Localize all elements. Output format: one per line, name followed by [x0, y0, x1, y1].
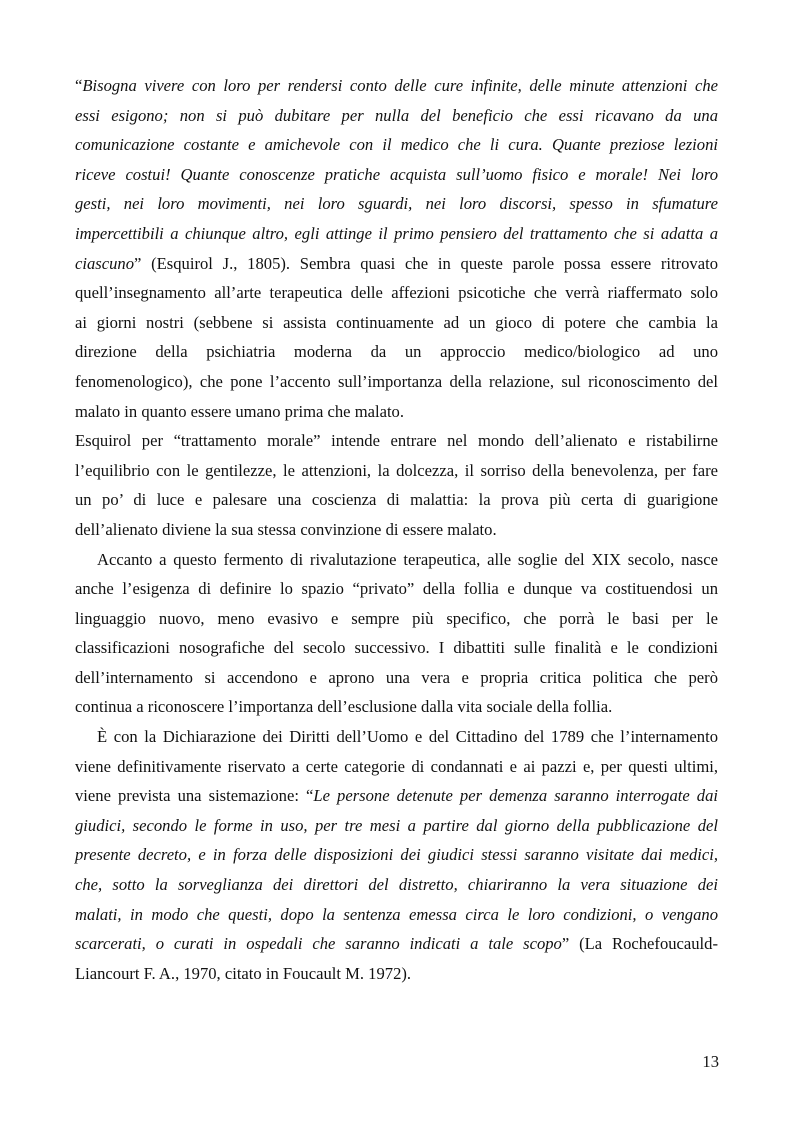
document-page [75, 71, 718, 988]
text-line: Accanto a questo fermento di rivalutazione terapeutica, alle soglie del XIX secolo, nasce [97, 549, 718, 569]
page-number: 13 [702, 1052, 719, 1071]
text-line: malato in quanto essere umano prima che malato. [75, 401, 404, 421]
text-line: scarcerati, o curati in ospedali che saranno indicati a tale scopo” (La Rochefoucauld- [75, 934, 718, 954]
text-line: fenomenologico), che pone l’accento sull’importanza della relazione, sul riconoscimento del [75, 371, 718, 391]
paragraph-4 [75, 722, 718, 988]
text-line: gesti, nei loro movimenti, nei loro sguardi, nei loro discorsi, spesso in sfumature [75, 194, 718, 214]
text-line: riceve costui! Quante conoscenze pratiche acquista sull’uomo fisico e morale! Nei loro [75, 164, 718, 184]
text-line: Liancourt F. A., 1970, citato in Foucault M. 1972). [75, 963, 412, 983]
text-line: un po’ di luce e palesare una coscienza di malattia: la prova più certa di guarigione [75, 490, 718, 510]
text-line: ciascuno” (Esquirol J., 1805). Sembra quasi che in queste parole possa essere ritrovato [75, 253, 718, 273]
text-line: Esquirol per “trattamento morale” intende entrare nel mondo dell’alienato e ristabilirne [75, 431, 718, 451]
text-line: dell’internamento si accendono e aprono una vera e propria critica politica che però [75, 667, 718, 687]
text-line: direzione della psichiatria moderna da un approccio medico/biologico ad uno [75, 342, 718, 362]
paragraph-3 [75, 545, 718, 723]
text-line: viene definitivamente riservato a certe categorie di condannati e ai pazzi e, per questi ultimi, [75, 756, 718, 776]
text-line: continua a riconoscere l’importanza dell’esclusione dalla vita sociale della follia. [75, 697, 613, 717]
text-line: l’equilibrio con le gentilezze, le attenzioni, la dolcezza, il sorriso della benevolenza, per fare [75, 460, 718, 480]
text-line: dell’alienato diviene la sua stessa convinzione di essere malato. [75, 519, 497, 539]
text-line: impercettibili a chiunque altro, egli attinge il primo pensiero del trattamento che si adatta a [75, 223, 718, 243]
text-line: ai giorni nostri (sebbene si assista continuamente ad un gioco di potere che cambia la [75, 312, 718, 332]
text-line: viene prevista una sistemazione: “Le persone detenute per demenza saranno interrogate dai [75, 786, 718, 806]
paragraph-1 [75, 71, 718, 426]
text-line: presente decreto, e in forza delle disposizioni dei giudici stessi saranno visitate dai medici, [75, 845, 718, 865]
text-line: quell’insegnamento all’arte terapeutica delle affezioni psicotiche che verrà riaffermato solo [75, 283, 718, 303]
text-line: È con la Dichiarazione dei Diritti dell’Uomo e del Cittadino del 1789 che l’internamento [97, 727, 718, 747]
paragraph-2 [75, 426, 718, 544]
text-line: comunicazione costante e amichevole con il medico che li cura. Quante preziose lezioni [75, 135, 718, 155]
text-line: classificazioni nosografiche del secolo successivo. I dibattiti sulle finalità e le condizioni [75, 638, 718, 658]
text-line: “Bisogna vivere con loro per rendersi conto delle cure infinite, delle minute attenzioni che [75, 76, 718, 95]
text-line: linguaggio nuovo, meno evasivo e sempre più specifico, che porrà le basi per le [75, 608, 718, 628]
text-line: giudici, secondo le forme in uso, per tre mesi a partire dal giorno della pubblicazione del [75, 815, 718, 835]
text-line: essi esigono; non si può dubitare per nulla del beneficio che essi ricavano da una [75, 105, 718, 125]
text-line: anche l’esigenza di definire lo spazio “privato” della follia e dunque va costituendosi un [75, 579, 718, 599]
text-line: che, sotto la sorveglianza dei direttori del distretto, chiariranno la vera situazione dei [75, 875, 718, 895]
text-line: malati, in modo che questi, dopo la sentenza emessa circa le loro condizioni, o vengano [75, 904, 718, 924]
